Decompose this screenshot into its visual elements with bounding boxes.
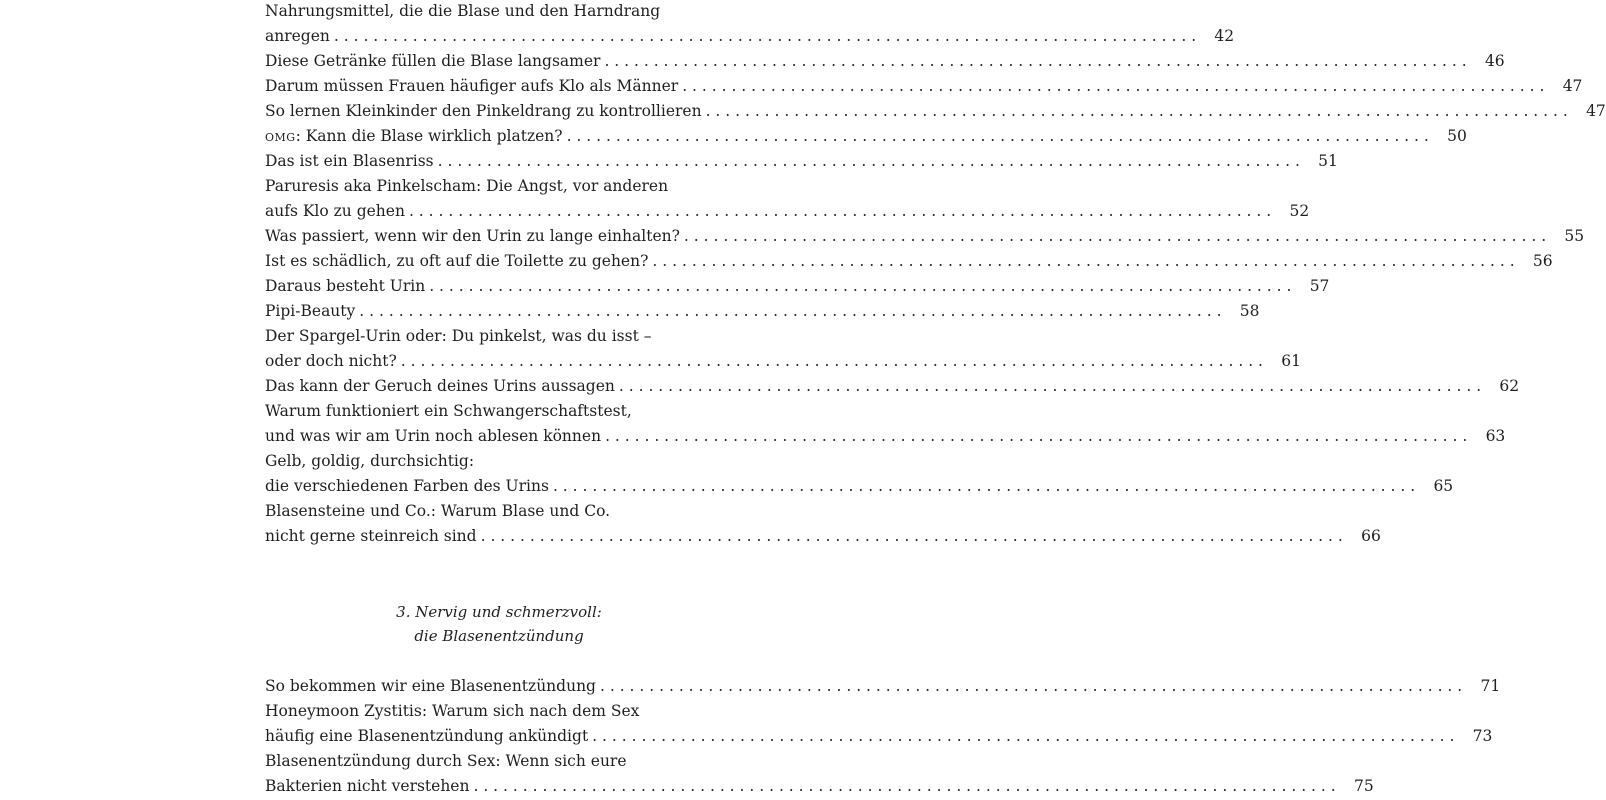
- toc-entry-last-line: [265, 724, 1493, 749]
- toc-entry-title: anregen: [265, 27, 330, 45]
- dot-leader: [601, 424, 1473, 449]
- dot-leader: [648, 249, 1520, 274]
- toc-entry-title: häufig eine Blasenentzündung ankündigt: [265, 727, 589, 745]
- toc-entry: [265, 399, 1506, 449]
- toc-entry: [265, 174, 1310, 224]
- toc-entry-title: Blasenentzündung durch Sex: Wenn sich eure: [265, 752, 627, 770]
- dot-leader: [469, 774, 1341, 799]
- toc-entry-title: Was passiert, wenn wir den Urin zu lange einhalten?: [265, 227, 680, 245]
- toc-section-chapter-3: [265, 674, 1501, 799]
- page-number: 66: [1361, 527, 1381, 545]
- page-number: 47: [1562, 77, 1583, 95]
- toc-entry-title: So lernen Kleinkinder den Pinkeldrang zu kontrollieren: [265, 102, 702, 120]
- toc-entry-title: Der Spargel-Urin oder: Du pinkelst, was du isst –: [265, 327, 652, 345]
- toc-entry-title: Blasensteine und Co.: Warum Blase und Co.: [265, 502, 611, 520]
- toc-entry-last-line: [265, 224, 1585, 249]
- toc-entry-last-line: [265, 274, 1330, 299]
- page-number: 51: [1318, 152, 1338, 170]
- toc-entry: [265, 499, 1381, 549]
- toc-entry-line: [265, 699, 733, 724]
- toc-entry-line: [265, 399, 733, 424]
- toc-entry-title: Diese Getränke füllen die Blase langsamer: [265, 52, 601, 70]
- dot-leader: [600, 49, 1472, 74]
- dot-leader: [425, 274, 1297, 299]
- toc-entry-last-line: [265, 524, 1381, 549]
- toc-entry: [265, 699, 1493, 749]
- toc-entry-line: [265, 174, 733, 199]
- toc-entry-title: Warum funktioniert ein Schwangerschaftstest,: [265, 402, 632, 420]
- toc-entry: [265, 374, 1520, 399]
- page-number: 56: [1532, 252, 1553, 270]
- toc-entry-last-line: [265, 424, 1506, 449]
- dot-leader: [615, 374, 1487, 399]
- page-number: 62: [1499, 377, 1520, 395]
- toc-entry: [265, 0, 1235, 49]
- page-number: 52: [1289, 202, 1310, 220]
- toc-entry-last-line: [265, 774, 1374, 799]
- toc-entry-last-line: [265, 199, 1310, 224]
- page-number: 58: [1239, 302, 1260, 320]
- toc-entry-last-line: [265, 674, 1501, 699]
- page-number: 63: [1485, 427, 1506, 445]
- toc-entry-title: aufs Klo zu gehen: [265, 202, 405, 220]
- toc-entry-last-line: [265, 124, 1467, 149]
- toc-entry-last-line: [265, 349, 1301, 374]
- page-number: 50: [1447, 127, 1467, 145]
- toc-entry-last-line: [265, 149, 1338, 174]
- dot-leader: [405, 199, 1277, 224]
- toc-entry-line: [265, 324, 733, 349]
- chapter-heading-title: die Blasenentzündung: [414, 627, 584, 645]
- toc-list: [265, 674, 1501, 799]
- toc-entry-title: Bakterien nicht verstehen: [265, 777, 470, 795]
- toc-entry-last-line: [265, 299, 1260, 324]
- toc-entry: [265, 99, 1606, 124]
- page-number: 73: [1472, 727, 1493, 745]
- dot-leader: [549, 474, 1421, 499]
- dot-leader: [678, 74, 1550, 99]
- toc-entry: [265, 49, 1505, 74]
- toc-entry-title: und was wir am Urin noch ablesen können: [265, 427, 602, 445]
- toc-entry-title: Nahrungsmittel, die die Blase und den Harndrang: [265, 2, 661, 20]
- toc-entry: [265, 324, 1301, 374]
- toc-entry-line: [265, 499, 733, 524]
- page-number: 65: [1433, 477, 1454, 495]
- toc-entry-last-line: [265, 474, 1454, 499]
- dot-leader: [330, 24, 1202, 49]
- toc-entry: [265, 249, 1553, 274]
- toc-entry-title: Gelb, goldig, durchsichtig:: [265, 452, 475, 470]
- dot-leader: [397, 349, 1269, 374]
- toc-entry-line: [265, 749, 733, 774]
- toc-entry: [265, 274, 1330, 299]
- page-number: 46: [1484, 52, 1505, 70]
- dot-leader: [434, 149, 1306, 174]
- toc-entry-title: Das kann der Geruch deines Urins aussagen: [265, 377, 615, 395]
- toc-entry: [265, 74, 1583, 99]
- toc-entry-title: Paruresis aka Pinkelscham: Die Angst, vor anderen: [265, 177, 669, 195]
- toc-entry-line: [265, 0, 733, 24]
- toc-entry-title: nicht gerne steinreich sind: [265, 527, 477, 545]
- dot-leader: [588, 724, 1460, 749]
- dot-leader: [680, 224, 1552, 249]
- toc-entry-last-line: [265, 374, 1520, 399]
- toc-list: [265, 0, 1606, 549]
- toc-entry-title: Pipi-Beauty: [265, 302, 356, 320]
- dot-leader: [477, 524, 1349, 549]
- toc-entry-title: oder doch nicht?: [265, 352, 397, 370]
- toc-entry-title: So bekommen wir eine Blasenentzündung: [265, 677, 596, 695]
- toc-entry-title: omg: Kann die Blase wirklich platzen?: [265, 127, 563, 145]
- toc-entry-last-line: [265, 49, 1505, 74]
- acronym-omg: omg: [265, 127, 296, 145]
- page-number: 47: [1586, 102, 1606, 120]
- toc-entry-line: [265, 449, 733, 474]
- toc-entry-last-line: [265, 74, 1583, 99]
- toc-entry: [265, 299, 1260, 324]
- page-number: 75: [1353, 777, 1374, 795]
- toc-entry-title: Das ist ein Blasenriss: [265, 152, 434, 170]
- toc-entry: [265, 149, 1338, 174]
- toc-entry-last-line: [265, 249, 1553, 274]
- dot-leader: [702, 99, 1574, 124]
- page-number: 61: [1281, 352, 1301, 370]
- toc-entry-title: Darum müssen Frauen häufiger aufs Klo als Männer: [265, 77, 679, 95]
- toc-entry: [265, 224, 1585, 249]
- page-number: 55: [1564, 227, 1585, 245]
- toc-entry: [265, 674, 1501, 699]
- toc-entry: [265, 124, 1467, 149]
- page-number: 57: [1309, 277, 1330, 295]
- toc-entry: [265, 449, 1454, 499]
- toc-entry: [265, 749, 1374, 799]
- dot-leader: [596, 674, 1468, 699]
- chapter-heading-number: 3. Nervig und schmerzvoll:: [396, 603, 602, 621]
- toc-entry-title: die verschiedenen Farben des Urins: [265, 477, 549, 495]
- toc-section-chapter-2: [265, 0, 1606, 549]
- dot-leader: [355, 299, 1227, 324]
- toc-entry-title: Ist es schädlich, zu oft auf die Toilette zu gehen?: [265, 252, 649, 270]
- dot-leader: [563, 124, 1435, 149]
- toc-entry-title: Daraus besteht Urin: [265, 277, 426, 295]
- page-number: 42: [1214, 27, 1235, 45]
- page-number: 71: [1480, 677, 1501, 695]
- toc-page: [265, 0, 1606, 800]
- toc-entry-last-line: [265, 24, 1235, 49]
- toc-entry-last-line: [265, 99, 1606, 124]
- toc-entry-title: Honeymoon Zystitis: Warum sich nach dem Sex: [265, 702, 640, 720]
